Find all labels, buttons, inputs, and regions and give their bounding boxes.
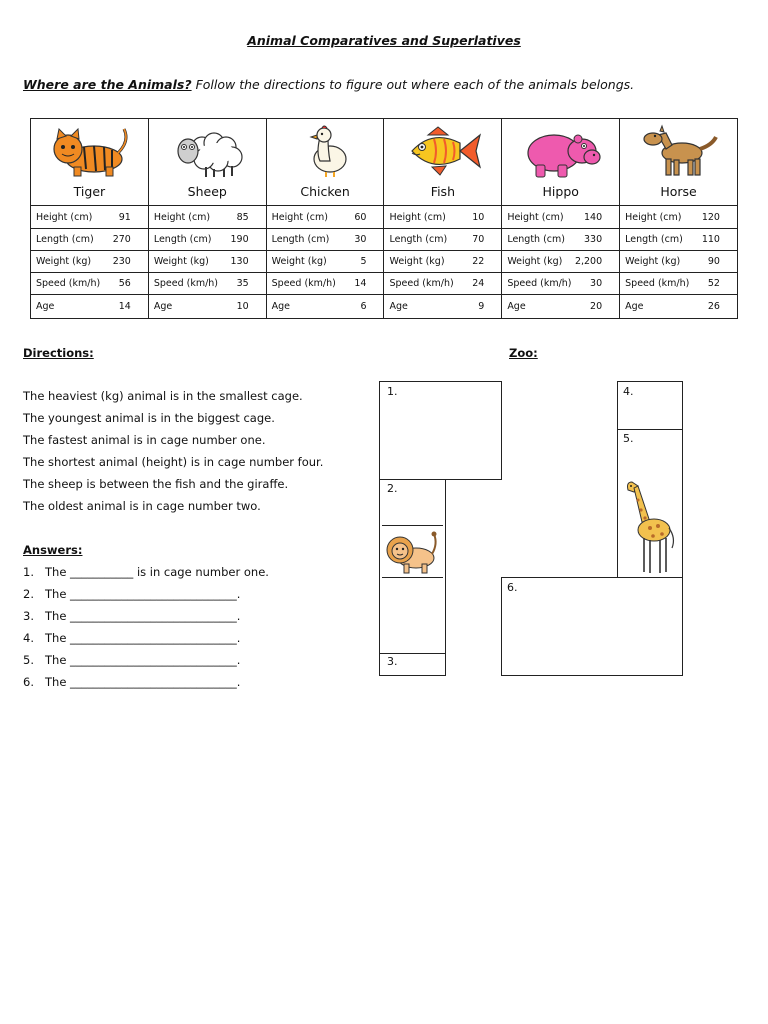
stat-value: 22 xyxy=(472,255,485,267)
stat-label: Speed (km/h) xyxy=(271,277,336,289)
answer-line xyxy=(23,653,240,667)
stat-value: 56 xyxy=(118,277,131,289)
stat-label: Height (cm) xyxy=(625,211,682,223)
animal-name: Tiger xyxy=(73,184,106,200)
cage-number: 4. xyxy=(623,385,634,398)
directions-heading: Directions: xyxy=(23,346,94,360)
animal-name: Hippo xyxy=(542,184,579,200)
stat-label: Age xyxy=(507,300,526,312)
stat-value: 6 xyxy=(360,300,367,312)
lion-icon xyxy=(382,526,440,576)
answer-line xyxy=(23,631,240,645)
horse-icon xyxy=(620,119,737,182)
speed-row xyxy=(620,272,737,294)
stat-value: 90 xyxy=(707,255,720,267)
age-row xyxy=(31,294,148,318)
length-row xyxy=(502,228,619,250)
stat-label: Age xyxy=(625,300,644,312)
animal-column-hippo xyxy=(502,119,620,318)
weight-row xyxy=(149,250,266,272)
answer-text: The _____________________________. xyxy=(45,631,241,645)
answer-number: 1. xyxy=(23,565,34,579)
speed-row xyxy=(384,272,501,294)
animal-column-sheep xyxy=(149,119,267,318)
page-title: Animal Comparatives and Superlatives xyxy=(247,33,521,48)
hippo-icon xyxy=(502,119,619,182)
weight-row xyxy=(620,250,737,272)
cage-number: 3. xyxy=(387,655,398,668)
stat-label: Weight (kg) xyxy=(625,255,681,267)
fish-icon xyxy=(384,119,501,182)
lion-cage-slot xyxy=(382,525,443,578)
speed-row xyxy=(502,272,619,294)
stat-value: 110 xyxy=(701,233,720,245)
answer-line xyxy=(23,565,269,579)
height-row xyxy=(267,205,384,227)
stat-label: Speed (km/h) xyxy=(389,277,454,289)
stat-label: Speed (km/h) xyxy=(36,277,101,289)
intro-line xyxy=(23,77,634,92)
stat-label: Length (cm) xyxy=(625,233,683,245)
zoo-heading: Zoo: xyxy=(509,346,538,360)
speed-row xyxy=(31,272,148,294)
stat-label: Weight (kg) xyxy=(507,255,563,267)
stat-value: 14 xyxy=(118,300,131,312)
cage-number: 2. xyxy=(387,482,398,495)
direction-line: The shortest animal (height) is in cage number four. xyxy=(23,455,324,469)
stat-value: 91 xyxy=(118,211,131,223)
animal-name: Horse xyxy=(660,184,697,200)
stat-value: 9 xyxy=(478,300,485,312)
animal-table xyxy=(30,118,738,319)
answer-line xyxy=(23,609,240,623)
age-row xyxy=(384,294,501,318)
stat-value: 230 xyxy=(112,255,131,267)
age-row xyxy=(149,294,266,318)
answer-number: 4. xyxy=(23,631,34,645)
stat-label: Age xyxy=(153,300,173,312)
stat-label: Weight (kg) xyxy=(389,255,445,267)
length-row xyxy=(31,228,148,250)
cage-number: 6. xyxy=(507,581,518,594)
stat-value: 330 xyxy=(584,233,603,245)
answer-text: The _____________________________. xyxy=(45,587,241,601)
direction-line: The youngest animal is in the biggest cage. xyxy=(23,411,275,425)
animal-name: Chicken xyxy=(300,184,350,200)
stat-value: 190 xyxy=(230,233,249,245)
stat-label: Height (cm) xyxy=(153,211,211,223)
height-row xyxy=(620,205,737,227)
length-row xyxy=(149,228,266,250)
answer-number: 6. xyxy=(23,675,34,689)
animal-column-fish xyxy=(384,119,502,318)
answer-text: The _____________________________. xyxy=(45,675,241,689)
stat-label: Length (cm) xyxy=(153,233,212,245)
stat-label: Height (cm) xyxy=(271,211,328,223)
stat-value: 140 xyxy=(584,211,603,223)
intro-question: Where are the Animals? xyxy=(23,77,192,92)
stat-label: Length (cm) xyxy=(389,233,448,245)
answer-number: 5. xyxy=(23,653,34,667)
stat-value: 5 xyxy=(360,255,367,267)
cage-number: 5. xyxy=(623,432,634,445)
stat-value: 35 xyxy=(236,277,249,289)
stat-value: 2,200 xyxy=(574,255,603,267)
stat-value: 10 xyxy=(472,211,485,223)
animal-column-chicken xyxy=(267,119,385,318)
weight-row xyxy=(384,250,501,272)
stat-value: 52 xyxy=(707,277,720,289)
answer-text: The _____________________________. xyxy=(45,609,241,623)
answer-line xyxy=(23,675,240,689)
length-row xyxy=(267,228,384,250)
stat-label: Height (cm) xyxy=(507,211,564,223)
stat-value: 14 xyxy=(354,277,367,289)
stat-label: Length (cm) xyxy=(36,233,94,245)
stat-label: Weight (kg) xyxy=(36,255,92,267)
stat-label: Weight (kg) xyxy=(153,255,209,267)
animal-column-tiger xyxy=(31,119,149,318)
animal-name: Sheep xyxy=(187,184,227,200)
direction-line: The heaviest (kg) animal is in the smallest cage. xyxy=(23,389,303,403)
stat-label: Age xyxy=(389,300,408,312)
stat-value: 85 xyxy=(236,211,249,223)
height-row xyxy=(384,205,501,227)
stat-value: 24 xyxy=(472,277,485,289)
weight-row xyxy=(267,250,384,272)
stat-value: 30 xyxy=(354,233,367,245)
speed-row xyxy=(149,272,266,294)
direction-line: The oldest animal is in cage number two. xyxy=(23,499,261,513)
stat-label: Age xyxy=(36,300,55,312)
age-row xyxy=(620,294,737,318)
answer-number: 3. xyxy=(23,609,34,623)
tiger-icon xyxy=(31,119,148,182)
direction-line: The sheep is between the fish and the giraffe. xyxy=(23,477,289,491)
stat-value: 30 xyxy=(590,277,603,289)
stat-label: Height (cm) xyxy=(389,211,446,223)
height-row xyxy=(149,205,266,227)
stat-label: Age xyxy=(271,300,291,312)
answer-text: The _____________________________. xyxy=(45,653,241,667)
animal-column-horse xyxy=(620,119,737,318)
stat-label: Speed (km/h) xyxy=(153,277,219,289)
chicken-icon xyxy=(267,119,384,182)
intro-text: Follow the directions to figure out where each of the animals belongs. xyxy=(191,77,635,92)
answers-heading: Answers: xyxy=(23,543,83,557)
cage-number: 1. xyxy=(387,385,398,398)
stat-label: Height (cm) xyxy=(36,211,93,223)
height-row xyxy=(31,205,148,227)
answer-text: The ___________ is in cage number one. xyxy=(45,565,269,579)
weight-row xyxy=(31,250,148,272)
stat-value: 270 xyxy=(112,233,131,245)
speed-row xyxy=(267,272,384,294)
age-row xyxy=(267,294,384,318)
answer-line xyxy=(23,587,240,601)
stat-value: 120 xyxy=(701,211,720,223)
age-row xyxy=(502,294,619,318)
answer-number: 2. xyxy=(23,587,34,601)
stat-value: 70 xyxy=(472,233,485,245)
stat-value: 130 xyxy=(230,255,249,267)
length-row xyxy=(384,228,501,250)
stat-label: Weight (kg) xyxy=(271,255,327,267)
stat-value: 26 xyxy=(707,300,720,312)
stat-label: Speed (km/h) xyxy=(625,277,690,289)
stat-value: 60 xyxy=(354,211,367,223)
length-row xyxy=(620,228,737,250)
stat-label: Length (cm) xyxy=(507,233,565,245)
height-row xyxy=(502,205,619,227)
cage-6 xyxy=(501,577,683,676)
stat-label: Speed (km/h) xyxy=(507,277,572,289)
sheep-icon xyxy=(149,119,266,182)
direction-line: The fastest animal is in cage number one. xyxy=(23,433,266,447)
giraffe-icon xyxy=(620,478,680,576)
weight-row xyxy=(502,250,619,272)
stat-value: 20 xyxy=(590,300,603,312)
stat-value: 10 xyxy=(236,300,249,312)
animal-name: Fish xyxy=(430,184,455,200)
stat-label: Length (cm) xyxy=(271,233,330,245)
